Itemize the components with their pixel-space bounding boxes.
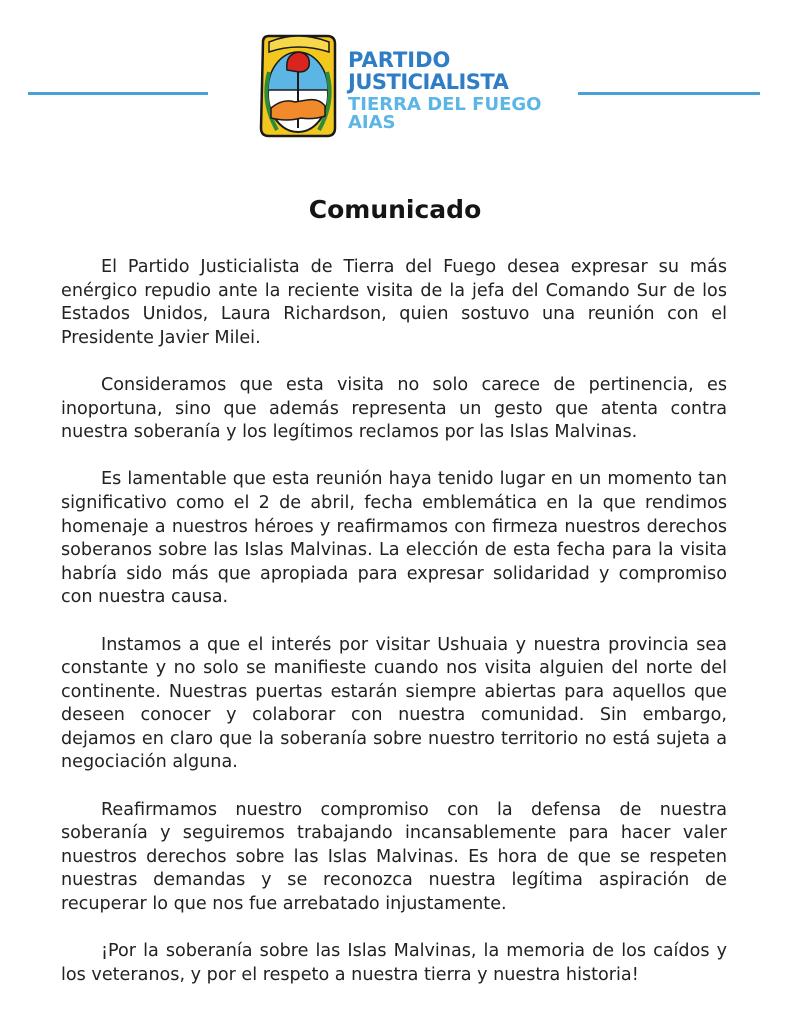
- paragraph-5: Reafirmamos nuestro compromiso con la defensa de nuestra soberanía y seguiremos trabajando incansablemente para hacer valer nuestros derechos sobre las Islas Malvinas. Es hora de que se respeten nuestras demandas y se reconozca nuestra legítima aspiración de recuperar lo que nos fue arrebatado injustamente.: [61, 799, 727, 915]
- region-name-line1: TIERRA DEL FUEGO: [348, 94, 542, 115]
- party-name-line1: PARTIDO: [348, 48, 451, 72]
- letterhead: [0, 0, 804, 150]
- peronist-emblem-icon: [255, 32, 341, 140]
- paragraph-6: ¡Por la soberanía sobre las Islas Malvinas, la memoria de los caídos y los veteranos, y por el respeto a nuestra tierra y nuestra historia!: [61, 941, 727, 985]
- document-title: Comunicado: [308, 195, 482, 224]
- paragraph-2: Consideramos que esta visita no solo carece de pertinencia, es inoportuna, sino que además representa un gesto que atenta contra nuestra soberanía y los legítimos reclamos por las Islas Malvinas.: [61, 374, 727, 443]
- paragraph-4: Instamos a que el interés por visitar Ushuaia y nuestra provincia sea constante y no solo se manifieste cuando nos visita alguien del norte del continente. Nuestras puertas estarán siempre abiertas para aquellos que deseen conocer y colaborar con nuestra comunidad. Sin embargo, dejamos en claro que la soberanía sobre nuestro territorio no está sujeta a negociación alguna.: [61, 634, 727, 773]
- party-wordmark: [348, 50, 541, 132]
- document-body: [61, 256, 727, 1011]
- paragraph-3: Es lamentable que esta reunión haya tenido lugar en un momento tan significativo como el 2 de abril, fecha emblemática en la que rendimos homenaje a nuestros héroes y reafirmamos con firmeza nuestros derechos soberanos sobre las Islas Malvinas. La elección de esta fecha para la visita habría sido más que apropiada para expresar solidaridad y compromiso con nuestra causa.: [61, 469, 727, 608]
- party-name-line2: JUSTICIALISTA: [348, 70, 509, 94]
- paragraph-1: El Partido Justicialista de Tierra del Fuego desea expresar su más enérgico repudio ante la reciente visita de la jefa del Comando Sur de los Estados Unidos, Laura Richardson, quien sostuvo una reunión con el Presidente Javier Milei.: [61, 257, 727, 348]
- region-name-line2: AIAS: [348, 112, 396, 133]
- header-rule-left: [28, 92, 208, 95]
- header-rule-right: [578, 92, 760, 95]
